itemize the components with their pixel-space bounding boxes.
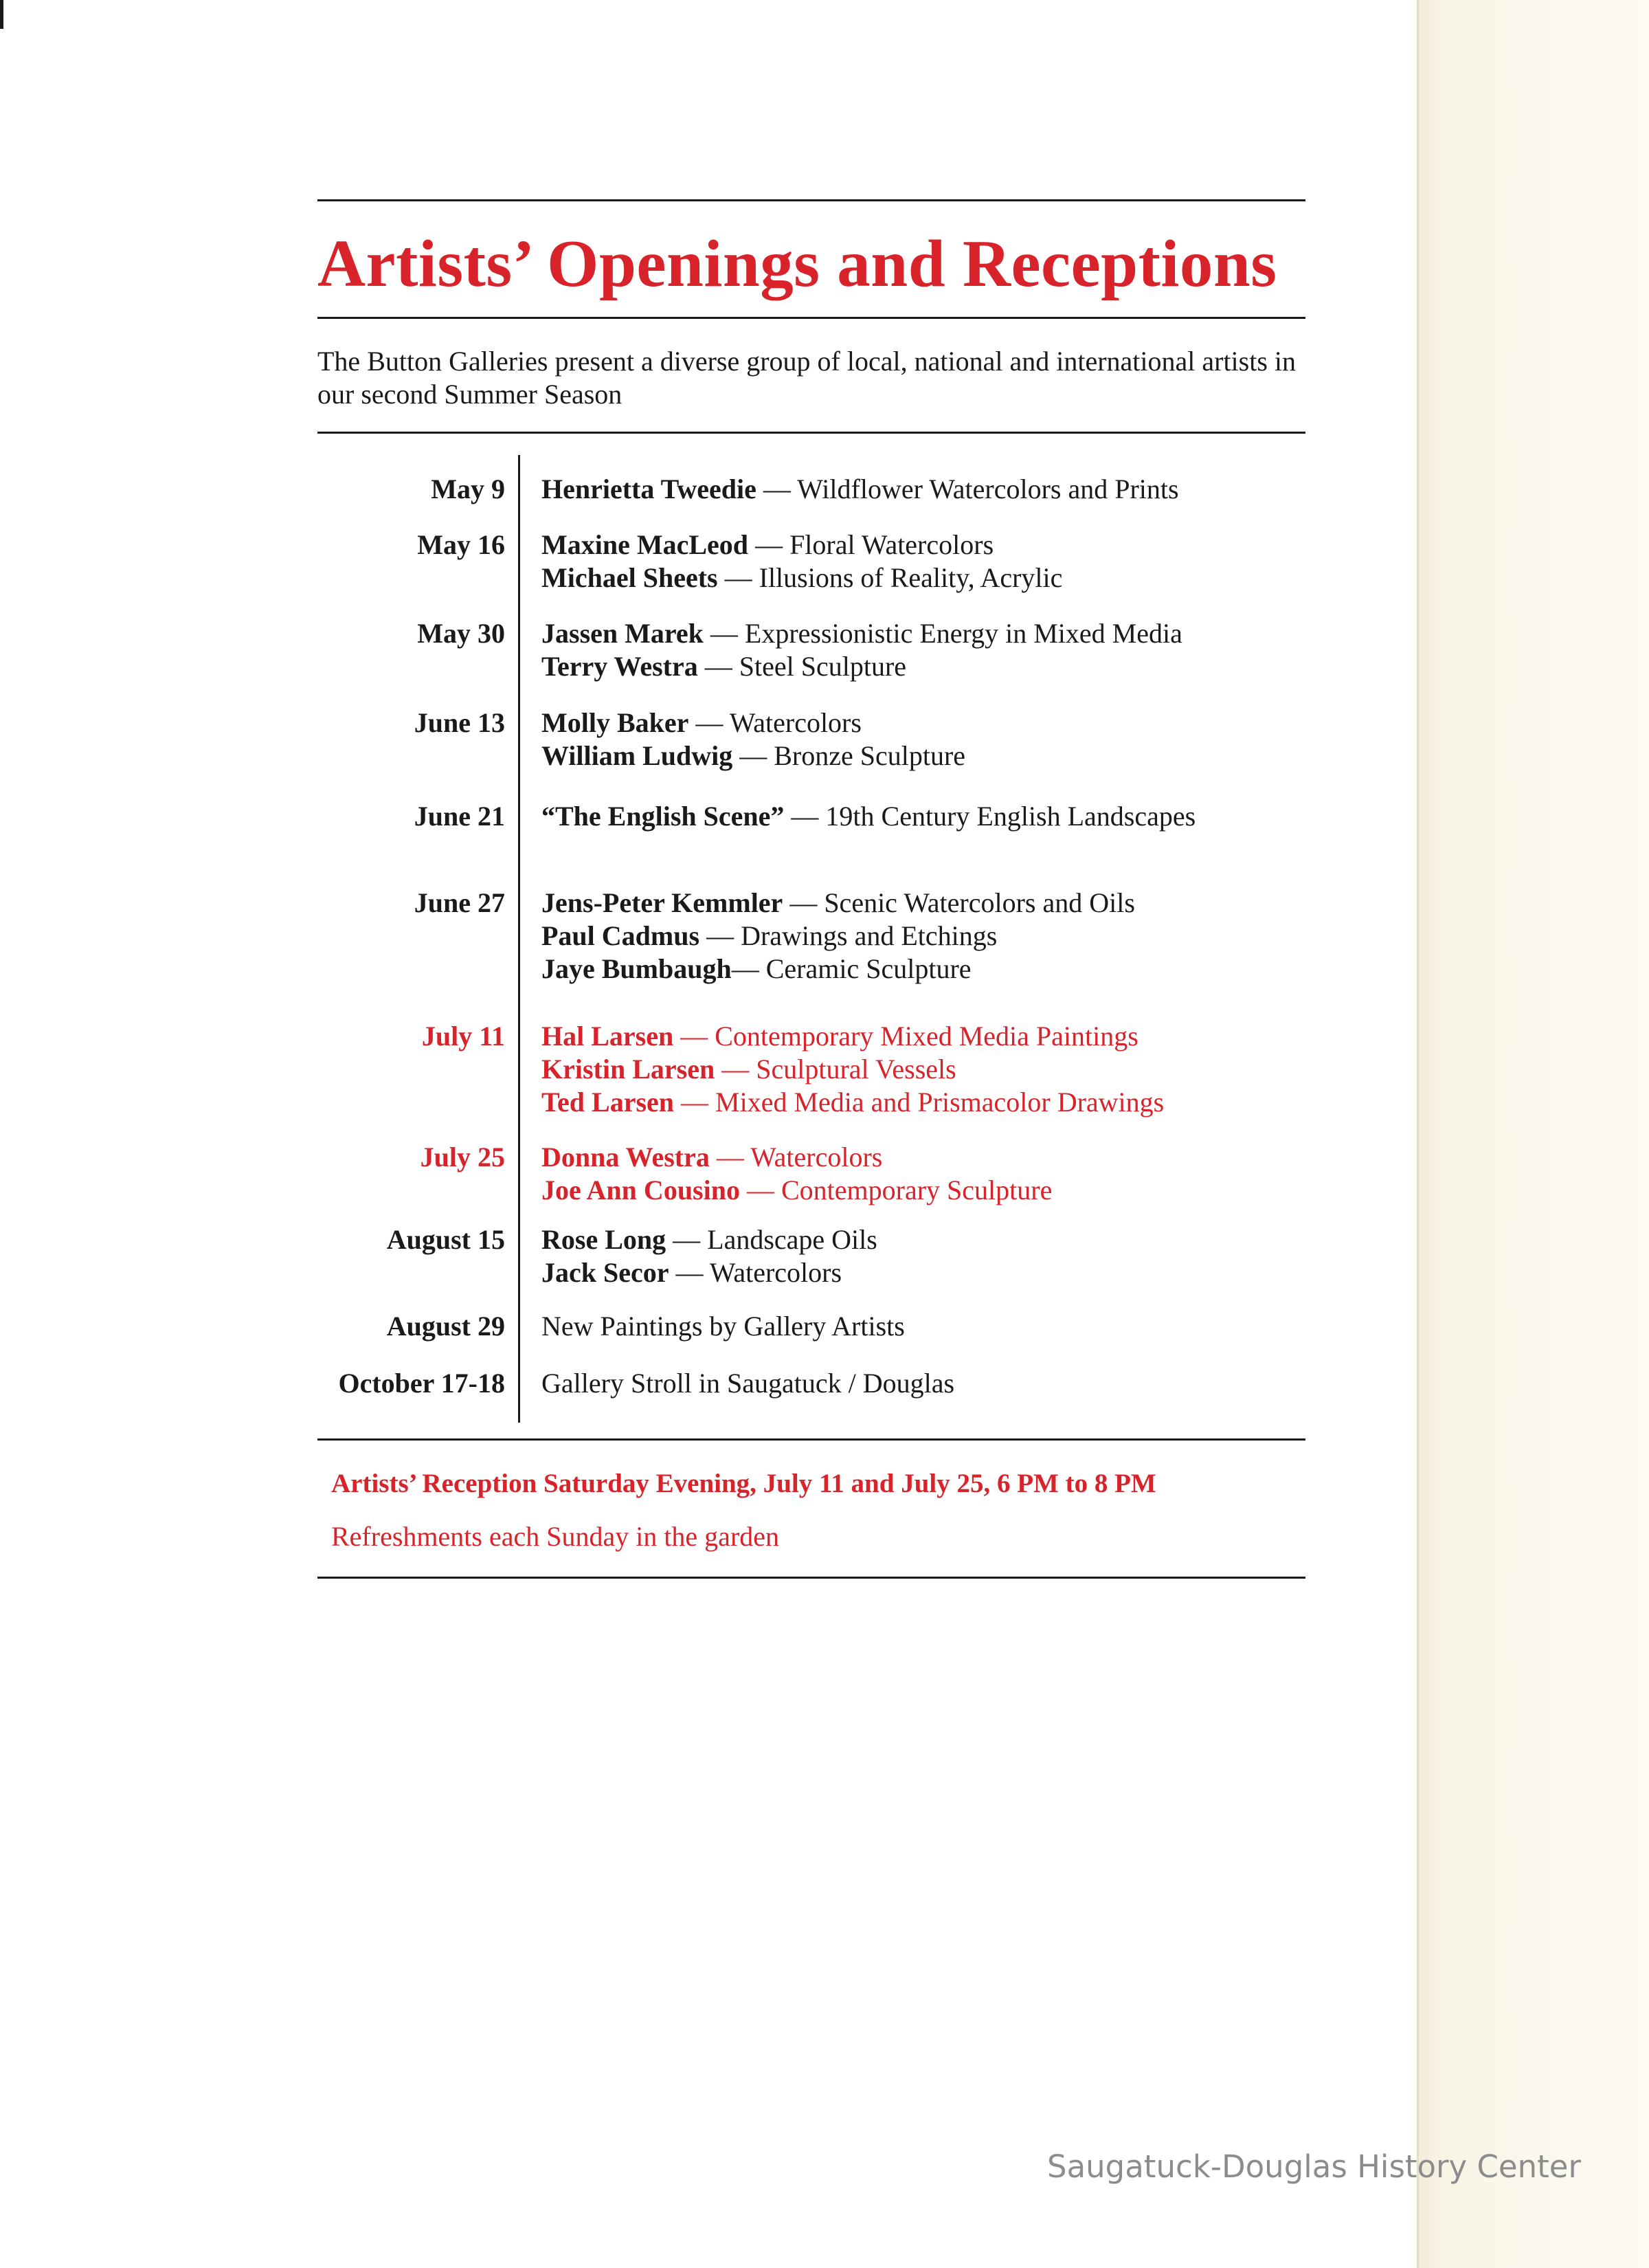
entry-line xyxy=(541,707,965,740)
rule-top xyxy=(317,199,1305,201)
schedule-entry xyxy=(0,617,1374,682)
refreshments-note: Refreshments each Sunday in the garden xyxy=(331,1521,780,1552)
rule-above-notes xyxy=(317,1438,1305,1441)
entry-date: August 29 xyxy=(386,1311,505,1342)
entry-date: May 30 xyxy=(417,618,505,649)
artist-name: William Ludwig xyxy=(541,740,733,771)
exhibition-title: — Scenic Watercolors and Oils xyxy=(783,887,1135,918)
artist-name: Rose Long xyxy=(541,1224,666,1255)
watermark: Saugatuck-Douglas History Center xyxy=(1047,2148,1581,2185)
entry-line xyxy=(541,920,1135,953)
entry-line xyxy=(541,1367,954,1400)
entry-line xyxy=(541,650,1182,683)
exhibition-title: — Ceramic Sculpture xyxy=(731,953,972,984)
entry-line xyxy=(541,1053,1164,1086)
exhibition-title: — Watercolors xyxy=(669,1257,842,1288)
intro-text: The Button Galleries present a diverse group of local, national and international artists in our second Summer Season xyxy=(317,346,1297,410)
exhibition-title: — Contemporary Sculpture xyxy=(739,1175,1053,1205)
entry-line xyxy=(541,1086,1164,1119)
entry-line xyxy=(541,740,965,772)
exhibition-title: — Wildflower Watercolors and Prints xyxy=(756,474,1179,504)
exhibition-title: — Sculptural Vessels xyxy=(715,1054,956,1085)
entry-line xyxy=(541,1141,1052,1174)
entry-date: May 9 xyxy=(431,474,505,504)
scan-edge-line xyxy=(1417,0,1419,2268)
entry-line xyxy=(541,617,1182,650)
reception-note: Artists’ Reception Saturday Evening, July 11 and July 25, 6 PM to 8 PM xyxy=(331,1469,1156,1498)
entry-line xyxy=(541,1223,877,1256)
artist-name: Maxine MacLeod xyxy=(541,529,749,560)
entry-line xyxy=(541,562,1062,594)
scan-mark xyxy=(0,0,3,29)
artist-name: Michael Sheets xyxy=(541,562,718,593)
artist-name: Jens-Peter Kemmler xyxy=(541,887,783,918)
schedule-entry-highlighted xyxy=(0,1020,1374,1118)
entry-date: July 11 xyxy=(421,1021,505,1052)
rule-under-title xyxy=(317,317,1305,319)
entry-line xyxy=(541,1256,877,1289)
exhibition-title: — Watercolors xyxy=(709,1142,883,1172)
rule-under-intro xyxy=(317,432,1305,434)
artist-name: Donna Westra xyxy=(541,1142,710,1172)
artist-name: Molly Baker xyxy=(541,707,689,738)
artist-name: Kristin Larsen xyxy=(541,1054,715,1085)
entry-line xyxy=(541,473,1179,506)
artist-name: Jaye Bumbaugh xyxy=(541,953,732,984)
exhibition-title: — Mixed Media and Prismacolor Drawings xyxy=(674,1087,1165,1118)
schedule-divider xyxy=(518,455,520,1423)
artist-name: Paul Cadmus xyxy=(541,920,700,951)
entry-date: June 21 xyxy=(414,801,505,832)
artist-name: Jack Secor xyxy=(541,1257,669,1288)
entry-date: May 16 xyxy=(417,529,505,560)
schedule-entry xyxy=(0,473,1374,504)
entry-date: July 25 xyxy=(420,1142,505,1172)
entry-date: August 15 xyxy=(386,1224,505,1255)
exhibition-title: — 19th Century English Landscapes xyxy=(784,801,1196,832)
entry-line xyxy=(541,529,1062,562)
schedule-entry xyxy=(0,1223,1374,1288)
rule-bottom xyxy=(317,1577,1305,1579)
entry-date: June 27 xyxy=(414,887,505,918)
entry-line xyxy=(541,953,1135,986)
entry-line xyxy=(541,1174,1052,1207)
schedule-entry xyxy=(0,800,1374,832)
artist-name: Ted Larsen xyxy=(541,1087,675,1118)
exhibition-title: — Bronze Sculpture xyxy=(732,740,966,771)
exhibition-title: — Contemporary Mixed Media Paintings xyxy=(673,1021,1138,1052)
artist-name: Joe Ann Cousino xyxy=(541,1175,740,1205)
entry-date: October 17-18 xyxy=(338,1368,505,1399)
artist-name: Jassen Marek xyxy=(541,618,704,649)
exhibition-title: — Landscape Oils xyxy=(666,1224,877,1255)
exhibition-title: — Watercolors xyxy=(688,707,862,738)
schedule-entry-highlighted xyxy=(0,1141,1374,1205)
artist-name: Hal Larsen xyxy=(541,1021,674,1052)
exhibition-title: — Drawings and Etchings xyxy=(699,920,998,951)
artist-name: Henrietta Tweedie xyxy=(541,474,756,504)
entry-date: June 13 xyxy=(414,707,505,738)
schedule-entry xyxy=(0,1310,1374,1342)
scan-page-edge xyxy=(1417,0,1649,2268)
entry-line xyxy=(541,887,1135,920)
exhibition-title: — Floral Watercolors xyxy=(748,529,994,560)
schedule-entry xyxy=(0,1367,1374,1399)
exhibition-title: — Expressionistic Energy in Mixed Media xyxy=(703,618,1182,649)
exhibition-title: — Illusions of Reality, Acrylic xyxy=(717,562,1063,593)
exhibition-title: Gallery Stroll in Saugatuck / Douglas xyxy=(541,1368,955,1399)
entry-line xyxy=(541,800,1196,833)
exhibition-title: New Paintings by Gallery Artists xyxy=(541,1311,905,1342)
artist-name: Terry Westra xyxy=(541,651,698,682)
exhibition-title: — Steel Sculpture xyxy=(697,651,907,682)
page-title: Artists’ Openings and Receptions xyxy=(317,227,1277,300)
artist-name: “The English Scene” xyxy=(541,801,785,832)
entry-line xyxy=(541,1020,1164,1053)
entry-line xyxy=(541,1310,905,1343)
